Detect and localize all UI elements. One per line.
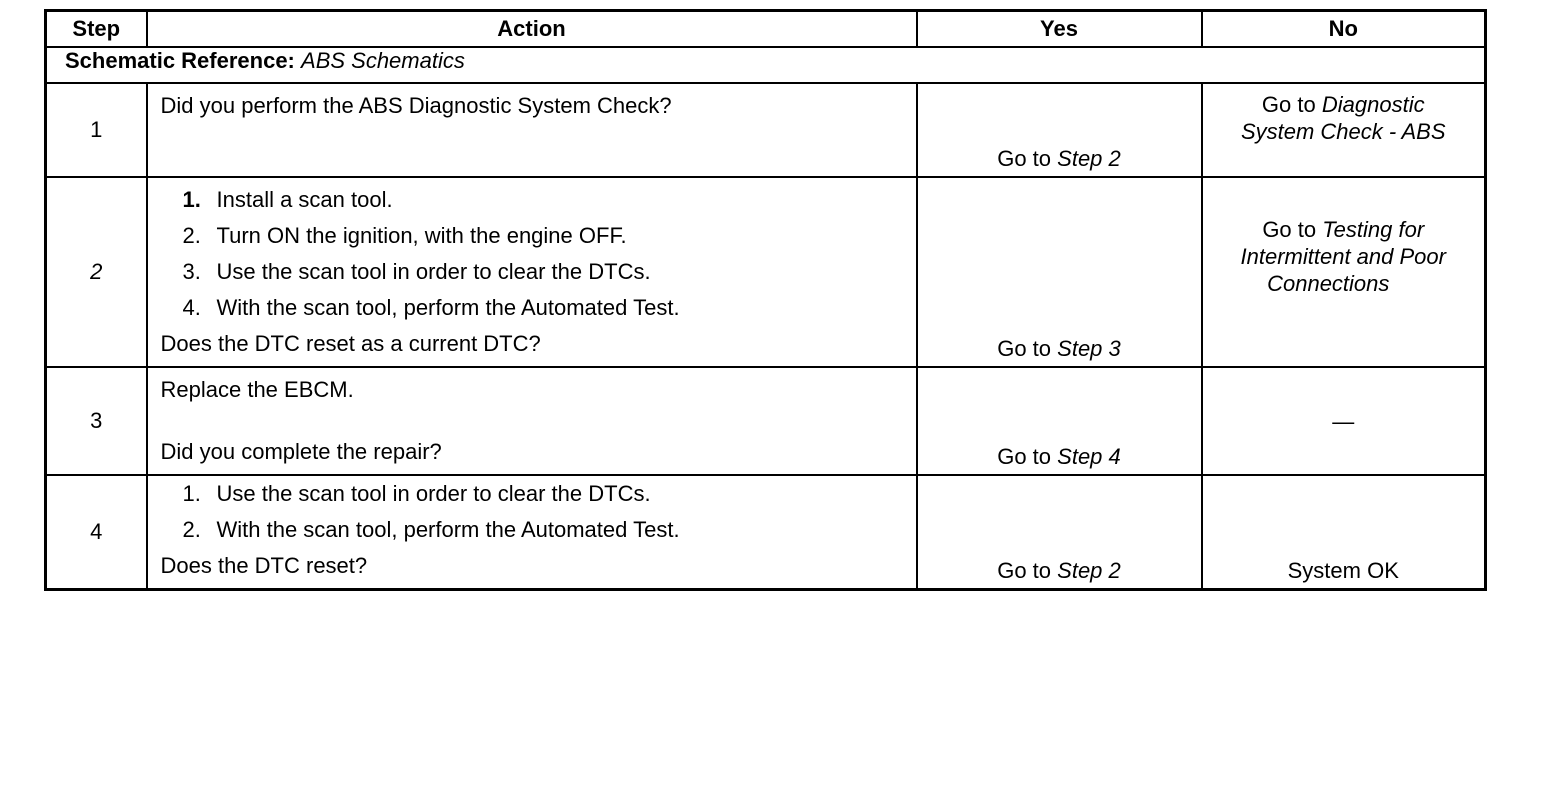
list-item: 3. Use the scan tool in order to clear the DTCs. [182, 259, 651, 284]
yes-step-link[interactable]: Step 3 [1057, 336, 1121, 361]
no-cell [1202, 367, 1486, 475]
header-row [46, 11, 1486, 48]
step-number: 4 [46, 475, 147, 590]
step-number: 1 [46, 83, 147, 177]
list-item: 1. Use the scan tool in order to clear the DTCs. [182, 481, 651, 506]
header-no: No [1202, 11, 1486, 48]
yes-cell [917, 83, 1202, 177]
schematic-reference-row [46, 47, 1486, 83]
action-list [161, 182, 906, 326]
action-question: Did you perform the ABS Diagnostic System Check? [160, 93, 672, 118]
yes-step-link[interactable]: Step 4 [1057, 444, 1121, 469]
table-row [46, 83, 1486, 177]
step-number: 3 [46, 367, 147, 475]
step-number: 2 [46, 177, 147, 367]
action-statement: Replace the EBCM. [160, 377, 354, 402]
action-list [161, 476, 906, 548]
yes-prefix: Go to [997, 444, 1052, 469]
no-value: System OK [1287, 558, 1399, 583]
no-prefix: Go to [1262, 217, 1317, 242]
schematic-reference [46, 47, 1486, 83]
action-cell [147, 367, 917, 475]
no-cell [1202, 83, 1486, 177]
diagnostic-table [44, 9, 1487, 591]
yes-prefix: Go to [997, 336, 1052, 361]
yes-prefix: Go to [997, 558, 1052, 583]
header-step: Step [46, 11, 147, 48]
list-item: 2. With the scan tool, perform the Automated Test. [182, 517, 680, 542]
no-link-line1[interactable]: Testing for [1322, 217, 1425, 242]
action-question: Did you complete the repair? [160, 439, 442, 464]
no-link-line3[interactable]: Connections [1267, 271, 1390, 296]
yes-step-link[interactable]: Step 2 [1057, 558, 1121, 583]
list-item: 1. Install a scan tool. [182, 187, 393, 212]
schematic-reference-label: Schematic Reference: [65, 48, 295, 73]
header-yes: Yes [917, 11, 1202, 48]
yes-prefix: Go to [997, 146, 1052, 171]
table-row [46, 475, 1486, 590]
yes-cell [917, 367, 1202, 475]
yes-step-link[interactable]: Step 2 [1057, 146, 1121, 171]
list-item: 4. With the scan tool, perform the Automated Test. [182, 295, 680, 320]
header-action: Action [147, 11, 917, 48]
no-cell [1202, 475, 1486, 590]
action-cell [147, 475, 917, 590]
yes-cell [917, 475, 1202, 590]
action-cell [147, 177, 917, 367]
action-question: Does the DTC reset? [160, 553, 368, 578]
no-prefix: Go to [1261, 92, 1316, 117]
no-cell [1202, 177, 1486, 367]
no-link-line2[interactable]: Intermittent and Poor [1240, 244, 1446, 269]
action-cell [147, 83, 917, 177]
no-value: — [1332, 408, 1355, 434]
action-question: Does the DTC reset as a current DTC? [160, 331, 541, 356]
table-row [46, 177, 1486, 367]
table-row [46, 367, 1486, 475]
no-link-line1[interactable]: Diagnostic [1321, 92, 1425, 117]
list-item: 2. Turn ON the ignition, with the engine OFF. [182, 223, 627, 248]
no-link-line2[interactable]: System Check - ABS [1240, 119, 1446, 144]
schematic-reference-link[interactable]: ABS Schematics [301, 48, 465, 73]
yes-cell [917, 177, 1202, 367]
